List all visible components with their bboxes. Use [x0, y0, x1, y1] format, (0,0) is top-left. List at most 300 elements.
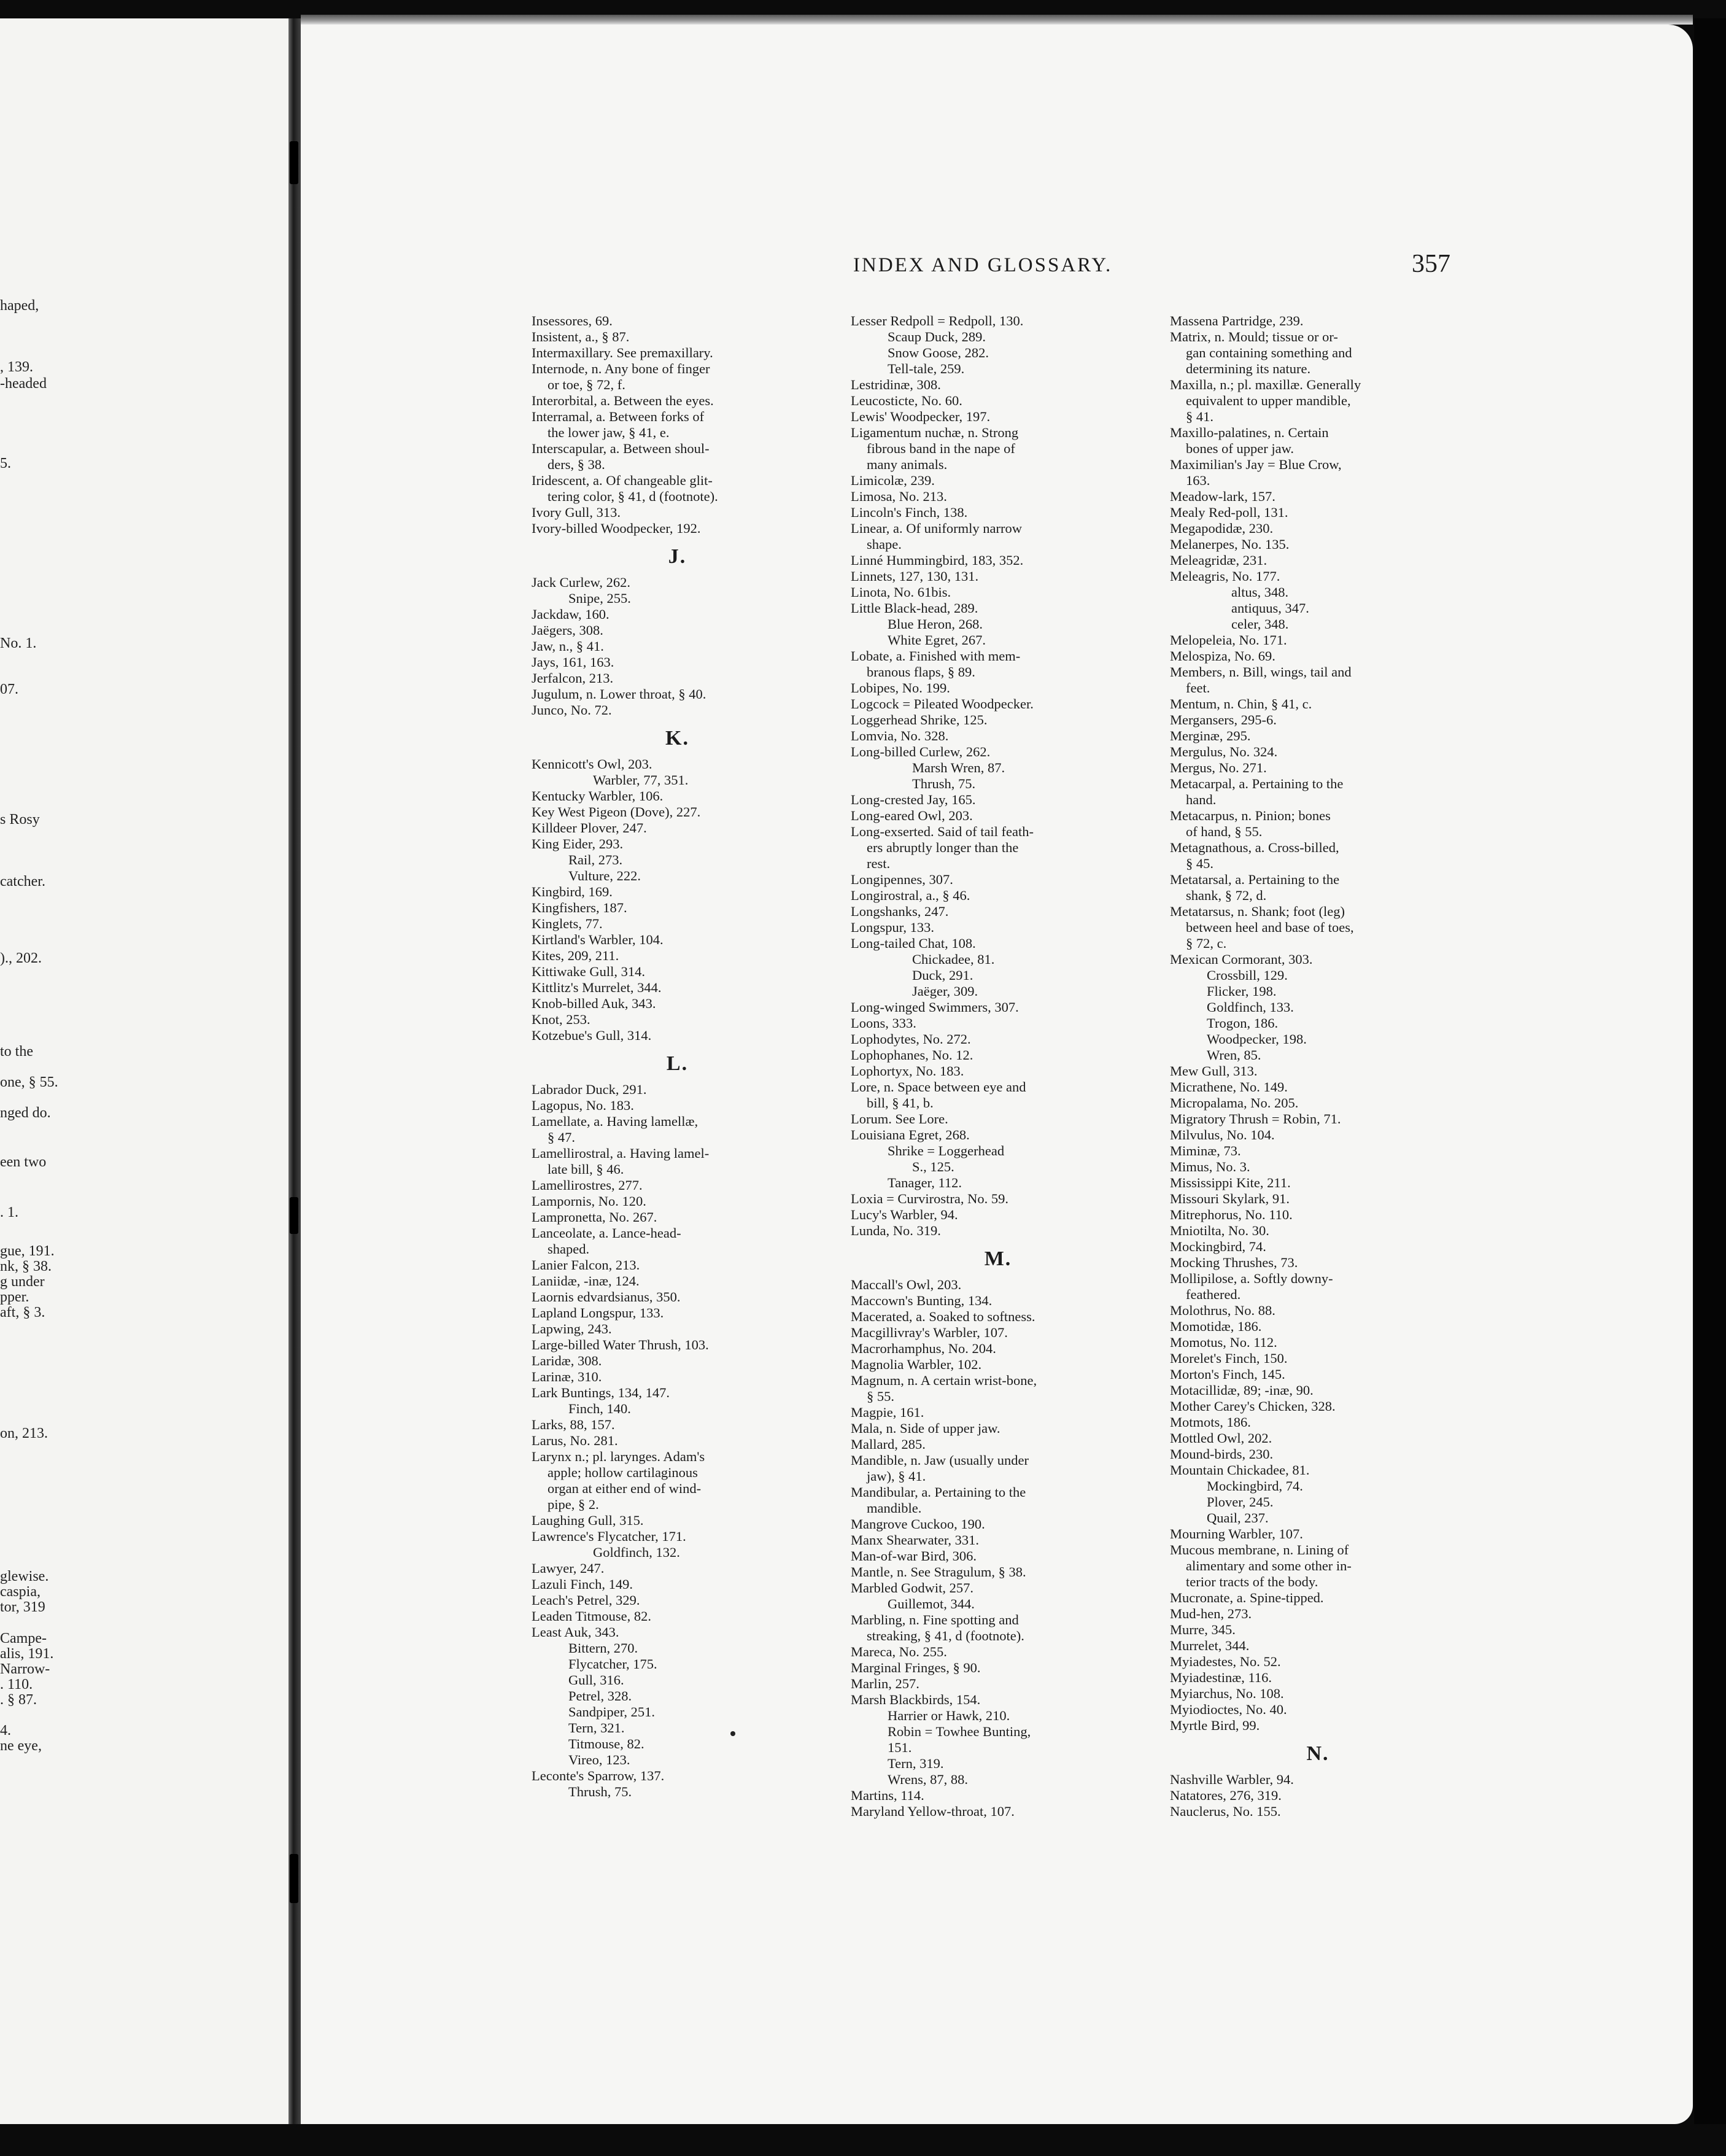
- facing-page-fragment: pper.: [0, 1289, 29, 1305]
- index-entry-continuation: tering color, § 41, d (footnote).: [548, 489, 718, 504]
- binding-mark: [290, 1197, 298, 1234]
- index-entry: Maxillo-palatines, n. Certain: [1170, 425, 1329, 440]
- index-entry: Ligamentum nuchæ, n. Strong: [851, 425, 1019, 440]
- index-entry: Kites, 209, 211.: [532, 948, 619, 963]
- index-entry: Linota, No. 61bis.: [851, 584, 951, 600]
- facing-page-fragment: tor, 319: [0, 1599, 45, 1615]
- page-header-title: INDEX AND GLOSSARY.: [853, 254, 1113, 276]
- index-entry: Mexican Cormorant, 303.: [1170, 952, 1313, 967]
- facing-page-fragment: caspia,: [0, 1584, 41, 1600]
- index-entry: Meleagris, No. 177.: [1170, 568, 1280, 584]
- index-entry-continuation: Trogon, 186.: [1207, 1015, 1279, 1031]
- index-entry: Mourning Warbler, 107.: [1170, 1526, 1303, 1541]
- index-entry-continuation: 151.: [888, 1740, 912, 1755]
- index-entry-continuation: organ at either end of wind-: [548, 1481, 702, 1496]
- facing-page-fragment: alis, 191.: [0, 1646, 54, 1662]
- index-entry: Mergulus, No. 324.: [1170, 744, 1278, 759]
- index-entry: Mound-birds, 230.: [1170, 1446, 1274, 1462]
- index-entry: Jugulum, n. Lower throat, § 40.: [532, 686, 706, 702]
- index-entry: Logcock = Pileated Woodpecker.: [851, 696, 1034, 712]
- index-entry: Micropalama, No. 205.: [1170, 1095, 1299, 1111]
- index-entry: Motmots, 186.: [1170, 1414, 1251, 1430]
- index-entry: Maryland Yellow-throat, 107.: [851, 1804, 1015, 1819]
- facing-page-fragment: s Rosy: [0, 812, 40, 828]
- index-entry: Interramal, a. Between forks of: [532, 409, 705, 424]
- index-entry: Lobipes, No. 199.: [851, 680, 950, 696]
- index-entry: Marginal Fringes, § 90.: [851, 1660, 981, 1675]
- index-entry: Myiarchus, No. 108.: [1170, 1686, 1284, 1701]
- index-entry-continuation: Flicker, 198.: [1207, 983, 1277, 999]
- index-entry-continuation: feet.: [1186, 680, 1210, 696]
- index-entry: Metagnathous, a. Cross-billed,: [1170, 840, 1339, 855]
- index-entry: Laniidæ, -inæ, 124.: [532, 1273, 640, 1289]
- index-entry: Kennicott's Owl, 203.: [532, 756, 652, 772]
- index-entry-continuation: determining its nature.: [1186, 361, 1311, 376]
- index-entry: Limicolæ, 239.: [851, 473, 935, 488]
- index-entry: Lanier Falcon, 213.: [532, 1257, 640, 1273]
- index-entry-continuation: or toe, § 72, f.: [548, 377, 625, 392]
- index-entry: Mareca, No. 255.: [851, 1644, 947, 1659]
- index-entry-continuation: feathered.: [1186, 1287, 1241, 1302]
- index-entry-continuation: Wren, 85.: [1207, 1047, 1261, 1063]
- index-entry: Manx Shearwater, 331.: [851, 1532, 980, 1548]
- index-entry: Mantle, n. See Stragulum, § 38.: [851, 1564, 1026, 1580]
- index-entry-continuation: Crossbill, 129.: [1207, 967, 1288, 983]
- index-entry: Lorum. See Lore.: [851, 1111, 948, 1126]
- index-entry: Lophodytes, No. 272.: [851, 1031, 971, 1047]
- index-entry-continuation: mandible.: [867, 1500, 922, 1516]
- index-entry-continuation: Snipe, 255.: [568, 591, 631, 606]
- index-entry: Meleagridæ, 231.: [1170, 553, 1267, 568]
- facing-page-fragment: catcher.: [0, 874, 45, 890]
- index-entry: Murre, 345.: [1170, 1622, 1236, 1637]
- index-entry: Motacillidæ, 89; -inæ, 90.: [1170, 1382, 1314, 1398]
- facing-page-fragment: gue, 191.: [0, 1243, 55, 1259]
- index-entry-continuation: gan containing something and: [1186, 345, 1352, 360]
- index-entry: Myiadestinæ, 116.: [1170, 1670, 1272, 1685]
- index-entry-continuation: Flycatcher, 175.: [568, 1656, 657, 1672]
- index-entry: Mala, n. Side of upper jaw.: [851, 1421, 1000, 1436]
- section-letter-heading: N.: [1306, 1742, 1329, 1765]
- index-entry: Lunda, No. 319.: [851, 1223, 941, 1238]
- index-entry: Ivory Gull, 313.: [532, 505, 621, 520]
- facing-page-fragment: . § 87.: [0, 1692, 37, 1708]
- index-entry: Junco, No. 72.: [532, 702, 612, 718]
- index-entry-continuation: § 47.: [548, 1130, 575, 1145]
- index-entry: Mew Gull, 313.: [1170, 1063, 1258, 1079]
- index-entry-continuation: Thrush, 75.: [912, 776, 976, 791]
- index-entry-continuation: § 55.: [867, 1389, 894, 1404]
- index-entry-continuation: ers abruptly longer than the: [867, 840, 1019, 855]
- index-entry: Killdeer Plover, 247.: [532, 820, 647, 836]
- index-entry: Mitrephorus, No. 110.: [1170, 1207, 1293, 1222]
- index-entry-continuation: many animals.: [867, 457, 948, 472]
- index-entry: Jays, 161, 163.: [532, 654, 614, 670]
- index-entry: Metacarpus, n. Pinion; bones: [1170, 808, 1331, 823]
- facing-page-fragment: 07.: [0, 681, 18, 697]
- index-entry: Lamellate, a. Having lamellæ,: [532, 1114, 699, 1129]
- index-entry-continuation: White Egret, 267.: [888, 632, 986, 648]
- index-entry: Lawrence's Flycatcher, 171.: [532, 1529, 686, 1544]
- index-entry: Loxia = Curvirostra, No. 59.: [851, 1191, 1009, 1206]
- index-entry: Massena Partridge, 239.: [1170, 313, 1304, 328]
- index-entry: Lampornis, No. 120.: [532, 1193, 646, 1209]
- index-entry: Micrathene, No. 149.: [1170, 1079, 1288, 1095]
- index-entry-continuation: Quail, 237.: [1207, 1510, 1269, 1526]
- index-entry: Mocking Thrushes, 73.: [1170, 1255, 1298, 1270]
- index-entry: Interorbital, a. Between the eyes.: [532, 393, 714, 408]
- index-entry: Lophortyx, No. 183.: [851, 1063, 964, 1079]
- index-entry: Knob-billed Auk, 343.: [532, 996, 656, 1011]
- index-entry: Larynx n.; pl. larynges. Adam's: [532, 1449, 705, 1464]
- index-entry-continuation: pipe, § 2.: [548, 1497, 599, 1512]
- index-entry: Mandible, n. Jaw (usually under: [851, 1452, 1029, 1468]
- index-column-2: [851, 313, 1145, 1820]
- index-entry: Longirostral, a., § 46.: [851, 888, 970, 903]
- index-entry-continuation: celer, 348.: [1231, 616, 1289, 632]
- index-entry: Intermaxillary. See premaxillary.: [532, 345, 713, 360]
- index-entry: Longspur, 133.: [851, 920, 934, 935]
- index-entry: Mother Carey's Chicken, 328.: [1170, 1398, 1336, 1414]
- index-entry: Longipennes, 307.: [851, 872, 953, 887]
- index-entry: Jaw, n., § 41.: [532, 638, 604, 654]
- binding-mark: [290, 1854, 298, 1903]
- facing-page-fragment: haped,: [0, 298, 39, 314]
- index-entry-continuation: Titmouse, 82.: [568, 1736, 644, 1751]
- index-entry: Man-of-war Bird, 306.: [851, 1548, 977, 1564]
- facing-page-fragment: 5.: [0, 456, 11, 471]
- index-entry-continuation: Vireo, 123.: [568, 1752, 630, 1767]
- scan-border: [1694, 18, 1726, 2124]
- index-entry-continuation: Tell-tale, 259.: [888, 361, 965, 376]
- facing-page-fragment: aft, § 3.: [0, 1305, 45, 1320]
- facing-page-fragment: )., 202.: [0, 950, 42, 966]
- index-entry: Migratory Thrush = Robin, 71.: [1170, 1111, 1341, 1126]
- index-entry-continuation: altus, 348.: [1231, 584, 1289, 600]
- index-entry-continuation: of hand, § 55.: [1186, 824, 1263, 839]
- index-entry: Long-tailed Chat, 108.: [851, 936, 976, 951]
- index-entry: Louisiana Egret, 268.: [851, 1127, 970, 1142]
- index-entry: Macerated, a. Soaked to softness.: [851, 1309, 1035, 1324]
- index-entry: Lore, n. Space between eye and: [851, 1079, 1026, 1095]
- index-entry: Leach's Petrel, 329.: [532, 1592, 640, 1608]
- facing-page-fragment: ne eye,: [0, 1738, 42, 1754]
- index-entry: Magnum, n. A certain wrist-bone,: [851, 1373, 1037, 1388]
- facing-page-fragment: 4.: [0, 1723, 11, 1739]
- index-entry: Kittiwake Gull, 314.: [532, 964, 645, 979]
- index-entry: Melospiza, No. 69.: [1170, 648, 1275, 664]
- index-entry: Large-billed Water Thrush, 103.: [532, 1337, 709, 1352]
- index-entry: Iridescent, a. Of changeable glit-: [532, 473, 713, 488]
- index-entry-continuation: Bittern, 270.: [568, 1640, 638, 1656]
- facing-page-fragment: . 1.: [0, 1204, 18, 1220]
- index-entry-continuation: hand.: [1186, 792, 1217, 807]
- left-page-fragment: [0, 18, 288, 2124]
- index-entry-continuation: Snow Goose, 282.: [888, 345, 989, 360]
- index-entry-continuation: equivalent to upper mandible,: [1186, 393, 1351, 408]
- index-entry: Metatarsal, a. Pertaining to the: [1170, 872, 1340, 887]
- index-entry: Mississippi Kite, 211.: [1170, 1175, 1291, 1190]
- index-column-3: [1170, 313, 1466, 1820]
- facing-page-fragment: g under: [0, 1274, 45, 1290]
- page-number: 357: [1412, 250, 1450, 278]
- index-entry: Mentum, n. Chin, § 41, c.: [1170, 696, 1312, 712]
- index-entry: Larus, No. 281.: [532, 1433, 618, 1448]
- index-entry: Long-winged Swimmers, 307.: [851, 999, 1019, 1015]
- ink-speck: [730, 1731, 735, 1736]
- index-entry-continuation: Gull, 316.: [568, 1672, 624, 1688]
- facing-page-fragment: to the: [0, 1044, 33, 1060]
- index-entry-continuation: Harrier or Hawk, 210.: [888, 1708, 1010, 1723]
- index-entry: Kingbird, 169.: [532, 884, 613, 899]
- book-gutter: [288, 18, 301, 2124]
- index-entry: Mimus, No. 3.: [1170, 1159, 1250, 1174]
- index-entry-continuation: Petrel, 328.: [568, 1688, 632, 1704]
- index-entry-continuation: Thrush, 75.: [568, 1784, 632, 1799]
- index-entry: Lophophanes, No. 12.: [851, 1047, 973, 1063]
- index-entry-continuation: Goldfinch, 132.: [593, 1545, 680, 1560]
- index-entry: Lapland Longspur, 133.: [532, 1305, 664, 1320]
- index-entry: Loggerhead Shrike, 125.: [851, 712, 988, 727]
- index-entry: Matrix, n. Mould; tissue or or-: [1170, 329, 1338, 344]
- index-entry: Larks, 88, 157.: [532, 1417, 615, 1432]
- index-entry: Limosa, No. 213.: [851, 489, 947, 504]
- index-entry: Maccall's Owl, 203.: [851, 1277, 962, 1292]
- index-entry-continuation: between heel and base of toes,: [1186, 920, 1354, 935]
- facing-page-fragment: Campe-: [0, 1631, 47, 1646]
- index-entry: Lagopus, No. 183.: [532, 1098, 634, 1113]
- index-entry: Jack Curlew, 262.: [532, 575, 631, 590]
- index-entry: Lobate, a. Finished with mem-: [851, 648, 1021, 664]
- index-entry: Merginæ, 295.: [1170, 728, 1251, 743]
- index-entry-continuation: Jaëger, 309.: [912, 983, 978, 999]
- index-entry: Longshanks, 247.: [851, 904, 949, 919]
- index-entry: Laridæ, 308.: [532, 1353, 602, 1368]
- index-entry-continuation: § 45.: [1186, 856, 1213, 871]
- index-entry: Mniotilta, No. 30.: [1170, 1223, 1269, 1238]
- index-entry: King Eider, 293.: [532, 836, 624, 851]
- facing-page-fragment: , 139.: [0, 359, 33, 375]
- section-letter-heading: J.: [668, 545, 687, 568]
- index-column-1: [532, 313, 823, 1800]
- index-entry: Internode, n. Any bone of finger: [532, 361, 710, 376]
- index-entry: Key West Pigeon (Dove), 227.: [532, 804, 701, 820]
- index-entry: Molothrus, No. 88.: [1170, 1303, 1275, 1318]
- index-entry-continuation: terior tracts of the body.: [1186, 1574, 1318, 1589]
- index-entry: Leaden Titmouse, 82.: [532, 1608, 651, 1624]
- index-entry: Mergansers, 295-6.: [1170, 712, 1277, 727]
- index-entry: Milvulus, No. 104.: [1170, 1127, 1275, 1142]
- index-entry-continuation: Guillemot, 344.: [888, 1596, 975, 1611]
- index-entry-continuation: § 72, c.: [1186, 936, 1227, 951]
- index-entry: Nauclerus, No. 155.: [1170, 1804, 1281, 1819]
- index-entry-continuation: Plover, 245.: [1207, 1494, 1274, 1510]
- index-entry: Lincoln's Finch, 138.: [851, 505, 968, 520]
- index-entry: Lanceolate, a. Lance-head-: [532, 1225, 681, 1241]
- facing-page-fragment: nged do.: [0, 1105, 51, 1121]
- index-entry-continuation: antiquus, 347.: [1231, 600, 1309, 616]
- index-entry: Mockingbird, 74.: [1170, 1239, 1266, 1254]
- index-entry-continuation: bill, § 41, b.: [867, 1095, 934, 1111]
- index-entry: Linear, a. Of uniformly narrow: [851, 521, 1022, 536]
- index-entry: Lamellirostres, 277.: [532, 1177, 643, 1193]
- index-entry-continuation: Chickadee, 81.: [912, 952, 995, 967]
- index-entry-continuation: Marsh Wren, 87.: [912, 760, 1005, 775]
- index-entry: Lapwing, 243.: [532, 1321, 612, 1336]
- index-entry: Labrador Duck, 291.: [532, 1082, 647, 1097]
- index-entry-continuation: Tern, 319.: [888, 1756, 944, 1771]
- facing-page-fragment: No. 1.: [0, 635, 37, 651]
- facing-page-fragment: glewise.: [0, 1569, 49, 1584]
- index-entry-continuation: Robin = Towhee Bunting,: [888, 1724, 1031, 1739]
- facing-page-fragment: on, 213.: [0, 1425, 48, 1441]
- section-letter-heading: K.: [665, 727, 689, 750]
- index-entry-continuation: S., 125.: [912, 1159, 954, 1174]
- index-entry: Mucous membrane, n. Lining of: [1170, 1542, 1349, 1557]
- index-entry: Maccown's Bunting, 134.: [851, 1293, 993, 1308]
- index-entry-continuation: shape.: [867, 537, 902, 552]
- index-entry: Maximilian's Jay = Blue Crow,: [1170, 457, 1342, 472]
- index-entry: Melopeleia, No. 171.: [1170, 632, 1287, 648]
- index-entry: Mangrove Cuckoo, 190.: [851, 1516, 985, 1532]
- index-entry: Miminæ, 73.: [1170, 1143, 1241, 1158]
- index-entry: Mucronate, a. Spine-tipped.: [1170, 1590, 1324, 1605]
- index-entry: Lucy's Warbler, 94.: [851, 1207, 958, 1222]
- index-entry: Marsh Blackbirds, 154.: [851, 1692, 981, 1707]
- index-entry-continuation: shank, § 72, d.: [1186, 888, 1267, 903]
- index-entry: Magpie, 161.: [851, 1405, 924, 1420]
- index-entry-continuation: branous flaps, § 89.: [867, 664, 975, 680]
- index-entry: Mud-hen, 273.: [1170, 1606, 1252, 1621]
- index-entry: Mottled Owl, 202.: [1170, 1430, 1272, 1446]
- index-entry: Loons, 333.: [851, 1015, 916, 1031]
- index-entry: Lomvia, No. 328.: [851, 728, 949, 743]
- index-entry-continuation: § 41.: [1186, 409, 1213, 424]
- index-entry: Marbling, n. Fine spotting and: [851, 1612, 1019, 1627]
- section-letter-heading: L.: [666, 1052, 689, 1075]
- index-entry-continuation: Shrike = Loggerhead: [888, 1143, 1005, 1158]
- index-entry: Murrelet, 344.: [1170, 1638, 1250, 1653]
- index-entry: Laughing Gull, 315.: [532, 1513, 644, 1528]
- index-entry-continuation: Warbler, 77, 351.: [593, 772, 689, 788]
- index-entry-continuation: Duck, 291.: [912, 967, 973, 983]
- index-entry: Kentucky Warbler, 106.: [532, 788, 664, 804]
- index-entry: Momotidæ, 186.: [1170, 1319, 1262, 1334]
- index-entry: Kingfishers, 187.: [532, 900, 627, 915]
- index-entry: Jerfalcon, 213.: [532, 670, 614, 686]
- index-entry: Long-eared Owl, 203.: [851, 808, 973, 823]
- index-entry: Metacarpal, a. Pertaining to the: [1170, 776, 1344, 791]
- index-entry: Linné Hummingbird, 183, 352.: [851, 553, 1024, 568]
- facing-page-fragment: one, § 55.: [0, 1074, 58, 1090]
- index-entry-continuation: shaped.: [548, 1241, 590, 1257]
- index-entry: Jackdaw, 160.: [532, 607, 610, 622]
- page-top-edge: [301, 15, 1693, 25]
- facing-page-fragment: een two: [0, 1154, 47, 1170]
- index-entry-continuation: ders, § 38.: [548, 457, 605, 472]
- index-entry: Macrorhamphus, No. 204.: [851, 1341, 996, 1356]
- index-entry: Lazuli Finch, 149.: [532, 1576, 633, 1592]
- index-entry: Linnets, 127, 130, 131.: [851, 568, 979, 584]
- index-entry-continuation: Rail, 273.: [568, 852, 623, 867]
- index-entry-continuation: Tanager, 112.: [888, 1175, 962, 1190]
- index-entry: Marlin, 257.: [851, 1676, 919, 1691]
- index-entry: Knot, 253.: [532, 1012, 590, 1027]
- index-entry: Mollipilose, a. Softly downy-: [1170, 1271, 1333, 1286]
- index-entry-continuation: Goldfinch, 133.: [1207, 999, 1294, 1015]
- index-entry: Metatarsus, n. Shank; foot (leg): [1170, 904, 1345, 919]
- index-entry: Natatores, 276, 319.: [1170, 1788, 1282, 1803]
- index-entry: Jaëgers, 308.: [532, 622, 603, 638]
- index-entry: Leucosticte, No. 60.: [851, 393, 962, 408]
- index-entry: Lark Buntings, 134, 147.: [532, 1385, 670, 1400]
- index-entry-continuation: fibrous band in the nape of: [867, 441, 1015, 456]
- index-entry: Marbled Godwit, 257.: [851, 1580, 973, 1596]
- index-entry: Momotus, No. 112.: [1170, 1335, 1277, 1350]
- index-entry: Meadow-lark, 157.: [1170, 489, 1275, 504]
- index-entry: Lesser Redpoll = Redpoll, 130.: [851, 313, 1024, 328]
- index-entry: Ivory-billed Woodpecker, 192.: [532, 521, 701, 536]
- index-entry-continuation: Mockingbird, 74.: [1207, 1478, 1303, 1494]
- index-entry: Maxilla, n.; pl. maxillæ. Generally: [1170, 377, 1361, 392]
- index-entry: Lamellirostral, a. Having lamel-: [532, 1146, 710, 1161]
- index-entry-continuation: 163.: [1186, 473, 1210, 488]
- index-entry: Megapodidæ, 230.: [1170, 521, 1274, 536]
- index-entry: Long-crested Jay, 165.: [851, 792, 976, 807]
- index-entry: Kittlitz's Murrelet, 344.: [532, 980, 662, 995]
- index-entry-continuation: Wrens, 87, 88.: [888, 1772, 968, 1787]
- index-entry: Myiodioctes, No. 40.: [1170, 1702, 1287, 1717]
- index-entry-continuation: alimentary and some other in-: [1186, 1558, 1352, 1573]
- index-entry: Leconte's Sparrow, 137.: [532, 1768, 665, 1783]
- index-entry-continuation: Blue Heron, 268.: [888, 616, 983, 632]
- index-entry-continuation: the lower jaw, § 41, e.: [548, 425, 670, 440]
- index-entry: Kirtland's Warbler, 104.: [532, 932, 664, 947]
- index-entry: Melanerpes, No. 135.: [1170, 537, 1290, 552]
- index-entry: Insistent, a., § 87.: [532, 329, 630, 344]
- index-entry: Interscapular, a. Between shoul-: [532, 441, 710, 456]
- index-entry: Long-billed Curlew, 262.: [851, 744, 991, 759]
- facing-page-fragment: . 110.: [0, 1677, 33, 1693]
- facing-page-fragment: nk, § 38.: [0, 1258, 52, 1274]
- section-letter-heading: M.: [984, 1247, 1012, 1270]
- index-entry: Mandibular, a. Pertaining to the: [851, 1484, 1026, 1500]
- index-entry-continuation: bones of upper jaw.: [1186, 441, 1294, 456]
- index-entry-continuation: Woodpecker, 198.: [1207, 1031, 1307, 1047]
- index-entry: Macgillivray's Warbler, 107.: [851, 1325, 1008, 1340]
- index-entry: Lestridinæ, 308.: [851, 377, 941, 392]
- index-entry: Missouri Skylark, 91.: [1170, 1191, 1290, 1206]
- index-entry-continuation: Tern, 321.: [568, 1720, 625, 1735]
- index-entry: Morton's Finch, 145.: [1170, 1367, 1285, 1382]
- index-entry: Magnolia Warbler, 102.: [851, 1357, 982, 1372]
- index-entry: Lewis' Woodpecker, 197.: [851, 409, 991, 424]
- index-entry: Nashville Warbler, 94.: [1170, 1772, 1294, 1787]
- index-entry: Insessores, 69.: [532, 313, 613, 328]
- index-entry: Martins, 114.: [851, 1788, 924, 1803]
- index-entry: Little Black-head, 289.: [851, 600, 978, 616]
- index-entry-continuation: rest.: [867, 856, 891, 871]
- index-entry: Lampronetta, No. 267.: [532, 1209, 657, 1225]
- index-entry: Least Auk, 343.: [532, 1624, 619, 1640]
- index-entry-continuation: Scaup Duck, 289.: [888, 329, 986, 344]
- index-entry: Larinæ, 310.: [532, 1369, 602, 1384]
- index-entry-continuation: streaking, § 41, d (footnote).: [867, 1628, 1024, 1643]
- index-entry: Mergus, No. 271.: [1170, 760, 1267, 775]
- index-entry: Myrtle Bird, 99.: [1170, 1718, 1260, 1733]
- binding-mark: [290, 141, 298, 184]
- index-entry: Morelet's Finch, 150.: [1170, 1351, 1288, 1366]
